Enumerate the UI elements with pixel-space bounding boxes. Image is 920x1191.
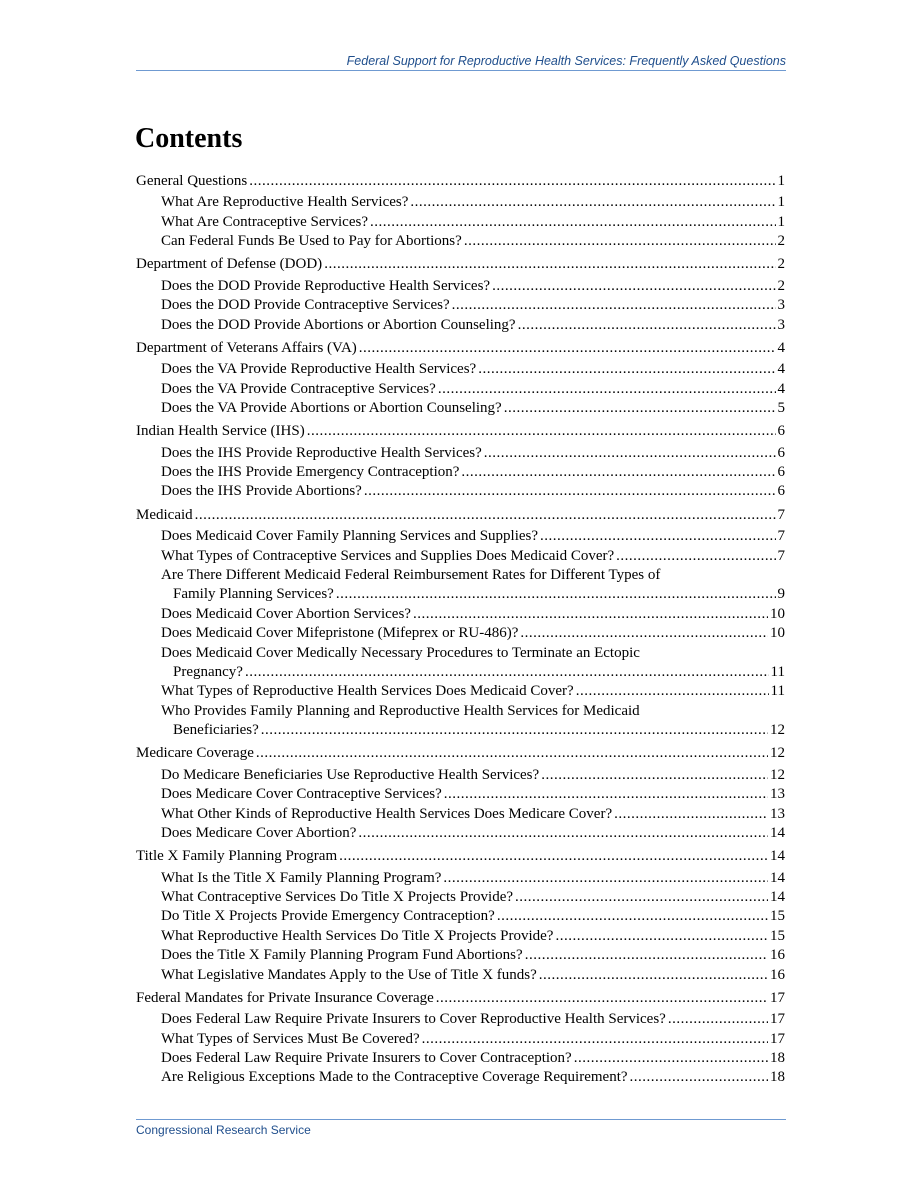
dot-leader	[249, 172, 775, 191]
dot-leader	[370, 213, 776, 232]
dot-leader	[616, 547, 775, 566]
toc-item[interactable]: Does the Title X Family Planning Program Fund Abortions? ..... 16	[136, 946, 785, 965]
dot-leader	[464, 232, 776, 251]
toc-item[interactable]: What Other Kinds of Reproductive Health Services Does Medicare Cover? ..... 13	[136, 805, 785, 824]
dot-leader	[541, 766, 768, 785]
toc-item[interactable]: What Contraceptive Services Do Title X Projects Provide? ..... 14	[136, 888, 785, 907]
toc-item[interactable]: Does the VA Provide Reproductive Health Services? ..... 4	[136, 360, 785, 379]
toc-item[interactable]: Do Title X Projects Provide Emergency Contraception? ..... 15	[136, 907, 785, 926]
toc-section[interactable]: General Questions ..... 1	[136, 172, 785, 191]
page-number: 3	[777, 316, 785, 333]
toc-item[interactable]: What Types of Contraceptive Services and Supplies Does Medicaid Cover? ..... 7	[136, 547, 785, 566]
page-number: 2	[777, 256, 785, 273]
toc-item[interactable]: What Is the Title X Family Planning Program? ..... 14	[136, 869, 785, 888]
page-number: 14	[770, 869, 785, 886]
toc-item[interactable]: Does Medicaid Cover Mifepristone (Mifeprex or RU-486)? ..... 10	[136, 624, 785, 643]
dot-leader	[452, 296, 776, 315]
toc-item[interactable]: What Are Contraceptive Services? ..... 1	[136, 213, 785, 232]
dot-leader	[478, 360, 775, 379]
footer-rule	[136, 1119, 786, 1120]
toc-item[interactable]: Are Religious Exceptions Made to the Contraceptive Coverage Requirement? ..... 18	[136, 1068, 785, 1087]
toc-item[interactable]: What Are Reproductive Health Services? ..... 1	[136, 193, 785, 212]
page-number: 12	[770, 745, 785, 762]
dot-leader	[461, 463, 775, 482]
toc-section[interactable]: Medicaid ..... 7	[136, 506, 785, 525]
page-number: 11	[770, 663, 785, 680]
page-number: 13	[770, 786, 785, 803]
page-number: 4	[777, 339, 785, 356]
dot-leader	[256, 744, 768, 763]
toc-item[interactable]: Does the VA Provide Abortions or Abortion Counseling? ..... 5	[136, 399, 785, 418]
dot-leader	[574, 1049, 768, 1068]
dot-leader	[525, 946, 768, 965]
dot-leader	[307, 422, 776, 441]
dot-leader	[497, 907, 768, 926]
toc-item[interactable]: Does the DOD Provide Contraceptive Services? ..... 3	[136, 296, 785, 315]
dot-leader	[518, 316, 776, 335]
toc-item[interactable]: Who Provides Family Planning and Reproductive Health Services for Medicaid Beneficiaries? ..... 12	[136, 702, 785, 741]
page-number: 14	[770, 824, 785, 841]
page-number: 6	[777, 483, 785, 500]
toc-section[interactable]: Medicare Coverage ..... 12	[136, 744, 785, 763]
page-number: 18	[770, 1069, 785, 1086]
toc-item[interactable]: What Legislative Mandates Apply to the Use of Title X funds? ..... 16	[136, 966, 785, 985]
toc-item[interactable]: Does the DOD Provide Abortions or Abortion Counseling? ..... 3	[136, 316, 785, 335]
dot-leader	[324, 255, 775, 274]
dot-leader	[245, 663, 769, 682]
toc-item[interactable]: Does Medicare Cover Contraceptive Services? ..... 13	[136, 785, 785, 804]
dot-leader	[339, 847, 768, 866]
page-number: 11	[770, 683, 785, 700]
toc-item[interactable]: Does Medicaid Cover Abortion Services? ..... 10	[136, 605, 785, 624]
toc-item[interactable]: What Reproductive Health Services Do Title X Projects Provide? ..... 15	[136, 927, 785, 946]
page-number: 3	[777, 297, 785, 314]
page-number: 1	[777, 213, 785, 230]
dot-leader	[555, 927, 768, 946]
page-number: 13	[770, 805, 785, 822]
page-number: 10	[770, 625, 785, 642]
page-number: 17	[770, 989, 785, 1006]
page-number: 5	[777, 400, 785, 417]
dot-leader	[422, 1030, 768, 1049]
dot-leader	[520, 624, 768, 643]
toc-item[interactable]: Can Federal Funds Be Used to Pay for Abortions? ..... 2	[136, 232, 785, 251]
dot-leader	[614, 805, 768, 824]
toc-item[interactable]: Do Medicare Beneficiaries Use Reproductive Health Services? ..... 12	[136, 766, 785, 785]
toc-item[interactable]: Does the IHS Provide Reproductive Health Services? ..... 6	[136, 444, 785, 463]
dot-leader	[413, 605, 768, 624]
running-header: Federal Support for Reproductive Health Services: Frequently Asked Questions	[136, 54, 786, 71]
toc-item[interactable]: Does the VA Provide Contraceptive Services? ..... 4	[136, 380, 785, 399]
page-number: 2	[777, 277, 785, 294]
page-number: 7	[777, 506, 785, 523]
dot-leader	[195, 506, 776, 525]
dot-leader	[261, 721, 768, 740]
page-number: 18	[770, 1050, 785, 1067]
toc-item[interactable]: Does the IHS Provide Emergency Contraception? ..... 6	[136, 463, 785, 482]
page-number: 2	[777, 233, 785, 250]
dot-leader	[436, 989, 768, 1008]
dot-leader	[576, 682, 769, 701]
page-number: 16	[770, 966, 785, 983]
page-number: 9	[777, 586, 785, 603]
toc-item[interactable]: What Types of Services Must Be Covered? ..... 17	[136, 1030, 785, 1049]
toc-item[interactable]: Does Medicare Cover Abortion? ..... 14	[136, 824, 785, 843]
toc-section[interactable]: Department of Defense (DOD) ..... 2	[136, 255, 785, 274]
page-number: 15	[770, 927, 785, 944]
dot-leader	[438, 380, 776, 399]
dot-leader	[358, 824, 768, 843]
page-number: 10	[770, 605, 785, 622]
dot-leader	[336, 585, 776, 604]
page-number: 7	[777, 528, 785, 545]
page-number: 4	[777, 361, 785, 378]
toc-item[interactable]: Does the DOD Provide Reproductive Health Services? ..... 2	[136, 277, 785, 296]
dot-leader	[484, 444, 776, 463]
page-number: 12	[770, 722, 785, 739]
dot-leader	[515, 888, 768, 907]
dot-leader	[492, 277, 775, 296]
toc-section[interactable]: Title X Family Planning Program ..... 14	[136, 847, 785, 866]
page-number: 14	[770, 889, 785, 905]
page-number: 17	[770, 1030, 785, 1047]
page-number: 1	[777, 173, 785, 189]
page-number: 14	[770, 848, 785, 865]
toc-item[interactable]: Does Medicaid Cover Medically Necessary Procedures to Terminate an Ectopic Pregnancy? ..... 11	[136, 644, 785, 683]
dot-leader	[364, 482, 776, 501]
toc-section[interactable]: Indian Health Service (IHS) ..... 6	[136, 422, 785, 441]
toc-item[interactable]: Does Medicaid Cover Family Planning Services and Supplies? ..... 7	[136, 527, 785, 546]
page-number: 6	[777, 423, 785, 440]
page-number: 15	[770, 908, 785, 925]
dot-leader	[668, 1010, 768, 1029]
page-number: 4	[777, 380, 785, 397]
dot-leader	[410, 193, 775, 212]
page-number: 17	[770, 1011, 785, 1028]
dot-leader	[630, 1068, 768, 1087]
page-title: Contents	[135, 123, 243, 154]
page-number: 16	[770, 947, 785, 964]
toc-item[interactable]: Does Federal Law Require Private Insurers to Cover Contraception? ..... 18	[136, 1049, 785, 1068]
toc-section[interactable]: Federal Mandates for Private Insurance Coverage ..... 17	[136, 989, 785, 1008]
toc-item[interactable]: Does Federal Law Require Private Insurers to Cover Reproductive Health Services? ..... 17	[136, 1010, 785, 1029]
page-number: 6	[777, 464, 785, 481]
page-number: 7	[777, 547, 785, 564]
footer-publisher: Congressional Research Service	[136, 1123, 311, 1137]
page-number: 1	[777, 194, 785, 211]
dot-leader	[540, 527, 775, 546]
toc-item[interactable]: Are There Different Medicaid Federal Reimbursement Rates for Different Types of Family Planning Services? ..... 9	[136, 566, 785, 605]
page-number: 12	[770, 766, 785, 783]
dot-leader	[359, 339, 776, 358]
dot-leader	[443, 869, 768, 888]
toc-item[interactable]: Does the IHS Provide Abortions? ..... 6	[136, 482, 785, 501]
dot-leader	[504, 399, 776, 418]
toc-section[interactable]: Department of Veterans Affairs (VA) ..... 4	[136, 339, 785, 358]
page-number: 6	[777, 444, 785, 461]
dot-leader	[444, 785, 768, 804]
table-of-contents	[136, 172, 785, 1088]
dot-leader	[539, 966, 768, 985]
toc-item[interactable]: What Types of Reproductive Health Services Does Medicaid Cover? ..... 11	[136, 682, 785, 701]
